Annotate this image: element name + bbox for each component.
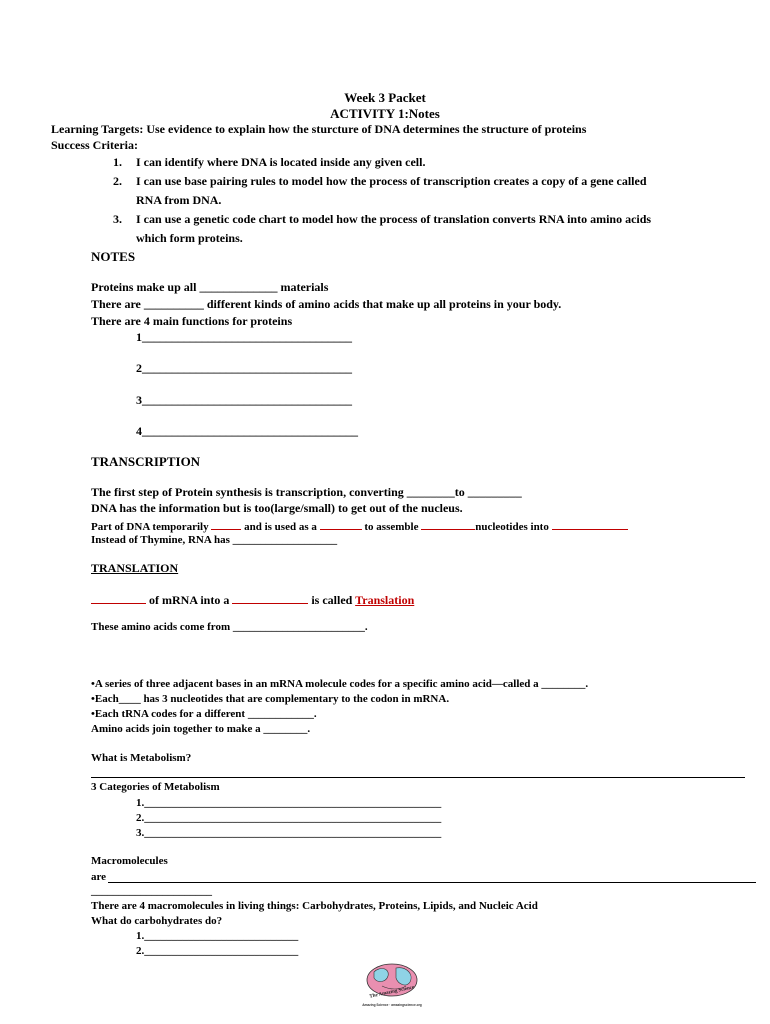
metabolism-answer-line <box>91 777 745 778</box>
function-blank-4: 4____________________________________ <box>136 424 358 438</box>
activity-title: ACTIVITY 1:Notes <box>330 106 440 121</box>
criteria-number: 2. <box>113 174 122 188</box>
metabolism-blank-3: 3.______________________________________________________ <box>136 827 442 839</box>
metabolism-blank-1: 1.______________________________________________________ <box>136 797 442 809</box>
criteria-number: 3. <box>113 212 122 226</box>
criteria-number: 1. <box>113 155 122 169</box>
translation-heading: TRANSLATION <box>91 561 179 575</box>
red-blank <box>91 592 146 604</box>
transcription-line-2: DNA has the information but is too(large/small) to get out of the nucleus. <box>91 501 463 515</box>
metabolism-question: What is Metabolism? <box>91 752 192 764</box>
macromolecules-answer-line <box>108 882 756 883</box>
transcription-part-a: Part of DNA temporarily <box>91 521 209 533</box>
function-blank-2: 2___________________________________ <box>136 361 352 375</box>
translation-part-end: is called <box>311 593 353 607</box>
transcription-line-1: The first step of Protein synthesis is transcription, converting ________to _________ <box>91 485 522 499</box>
translation-line-2: These amino acids come from ________________________. <box>91 621 368 633</box>
red-blank <box>320 518 362 530</box>
function-blank-1: 1___________________________________ <box>136 330 352 344</box>
metabolism-blank-2: 2.______________________________________________________ <box>136 812 442 824</box>
carbohydrate-blank-2: 2.____________________________ <box>136 945 299 957</box>
criteria-item-1: I can identify where DNA is located inside any given cell. <box>136 155 426 169</box>
red-blank <box>421 518 475 530</box>
red-blank <box>552 518 628 530</box>
logo-continent <box>374 969 388 982</box>
macromolecules-are: are <box>91 871 107 883</box>
criteria-item-3: I can use a genetic code chart to model how the process of translation converts RNA into amino acids <box>136 212 652 226</box>
success-criteria-label: Success Criteria: <box>51 138 138 152</box>
transcription-part-c: to assemble <box>364 521 419 533</box>
macromolecules-four-line: There are 4 macromolecules in living things: Carbohydrates, Proteins, Lipids, and Nucleic Acid <box>91 900 538 912</box>
logo-caption: Amazing Science · amazingscience.org <box>362 1003 422 1007</box>
criteria-item-2: I can use base pairing rules to model how the process of transcription creates a copy of a gene called <box>136 174 647 188</box>
transcription-line-3 <box>91 518 628 533</box>
packet-title: Week 3 Packet <box>344 90 426 105</box>
transcription-heading: TRANSCRIPTION <box>91 454 201 469</box>
proteins-line: Proteins make up all _____________ materials <box>91 280 329 294</box>
criteria-item-2-cont: RNA from DNA. <box>136 193 222 207</box>
logo-graphic <box>352 962 432 1010</box>
notes-heading: NOTES <box>91 249 136 264</box>
translation-word: Translation <box>355 593 415 607</box>
functions-line: There are 4 main functions for proteins <box>91 314 293 328</box>
macromolecules-trailing-blank: ______________________ <box>91 885 212 897</box>
transcription-part-b: and is used as a <box>244 521 317 533</box>
amino-acids-line: There are __________ different kinds of amino acids that make up all proteins in your body. <box>91 297 562 311</box>
carbohydrate-blank-1: 1.____________________________ <box>136 930 299 942</box>
translation-line-1 <box>91 592 414 608</box>
criteria-item-3-cont: which form proteins. <box>136 231 243 245</box>
translation-part-mid: of mRNA into a <box>149 593 230 607</box>
red-blank <box>232 592 308 604</box>
codon-line-1: •A series of three adjacent bases in an mRNA molecule codes for a specific amino acid—called a ________. <box>91 678 589 690</box>
amazing-science-logo <box>352 962 432 1010</box>
logo-text: The Amazing Science <box>369 985 415 1000</box>
transcription-line-4: Instead of Thymine, RNA has ___________________ <box>91 534 338 546</box>
codon-line-3: •Each tRNA codes for a different ____________. <box>91 708 317 720</box>
metabolism-categories-label: 3 Categories of Metabolism <box>91 781 220 793</box>
codon-line-4: Amino acids join together to make a ________. <box>91 723 311 735</box>
learning-targets: Learning Targets: Use evidence to explain how the sturcture of DNA determines the structure of proteins <box>51 122 587 136</box>
function-blank-3: 3___________________________________ <box>136 393 352 407</box>
transcription-part-d: nucleotides into <box>475 521 549 533</box>
macromolecules-label: Macromolecules <box>91 855 168 867</box>
carbohydrates-question: What do carbohydrates do? <box>91 915 223 927</box>
codon-line-2: •Each____ has 3 nucleotides that are complementary to the codon in mRNA. <box>91 693 450 705</box>
red-blank <box>211 518 241 530</box>
